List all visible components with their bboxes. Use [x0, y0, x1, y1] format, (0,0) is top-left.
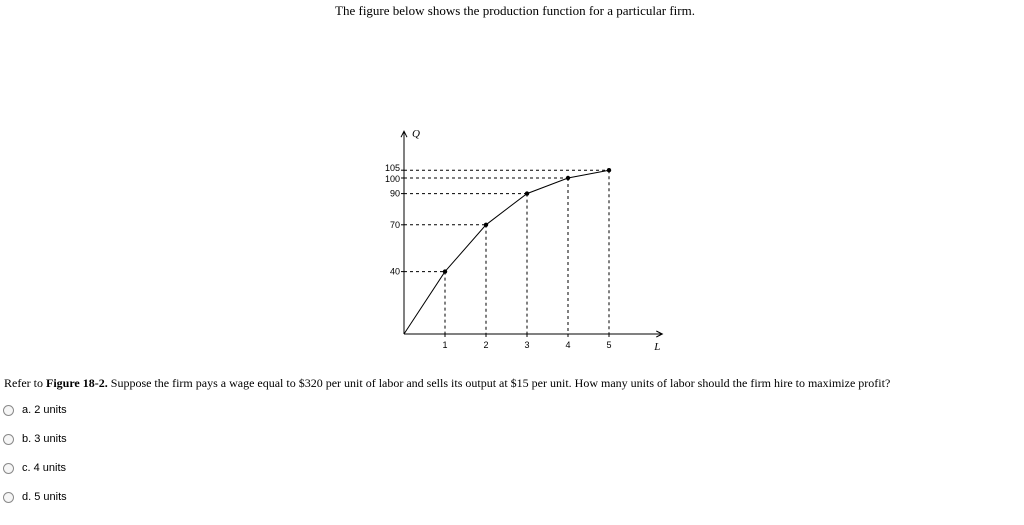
option-b[interactable] — [3, 433, 67, 445]
option-b-label: b. 3 units — [22, 433, 67, 445]
x-tick-label: 4 — [565, 340, 571, 350]
y-tick-label: 100 — [384, 174, 400, 184]
figure-reference: Figure 18-2. — [45, 376, 108, 390]
radio-button-icon[interactable] — [3, 492, 14, 503]
y-tick-label: 105 — [384, 163, 400, 174]
x-tick-label: 5 — [606, 340, 612, 350]
x-axis-label: L — [654, 341, 661, 353]
question-body: Suppose the firm pays a wage equal to $320 per unit of labor and sells its output at $15 per unit. How many units of labor should the firm hire to maximize profit? — [107, 376, 891, 390]
intro-text: The figure below shows the production function for a particular firm. — [335, 3, 695, 18]
x-tick-label: 2 — [483, 340, 489, 350]
data-point — [566, 176, 570, 180]
x-tick-label: 3 — [524, 340, 530, 350]
question-prefix: Refer to — [4, 376, 46, 390]
question-text — [4, 376, 890, 391]
data-point — [607, 168, 611, 172]
option-d-label: d. 5 units — [22, 491, 67, 503]
y-tick-label: 70 — [389, 219, 400, 230]
y-tick-label: 40 — [389, 266, 400, 277]
y-axis-label: Q — [412, 128, 420, 141]
option-a-label: a. 2 units — [22, 404, 67, 416]
radio-button-icon[interactable] — [3, 405, 14, 416]
option-d[interactable] — [3, 491, 67, 503]
production-curve — [404, 170, 609, 334]
production-function-chart — [370, 60, 670, 360]
x-tick-label: 1 — [442, 340, 448, 350]
data-point — [484, 223, 488, 227]
y-tick-label: 90 — [389, 188, 400, 199]
radio-button-icon[interactable] — [3, 434, 14, 445]
data-point — [443, 269, 447, 273]
data-point — [525, 191, 529, 195]
radio-button-icon[interactable] — [3, 463, 14, 474]
option-c[interactable] — [3, 462, 66, 474]
option-c-label: c. 4 units — [22, 462, 67, 474]
option-a[interactable] — [3, 404, 67, 416]
